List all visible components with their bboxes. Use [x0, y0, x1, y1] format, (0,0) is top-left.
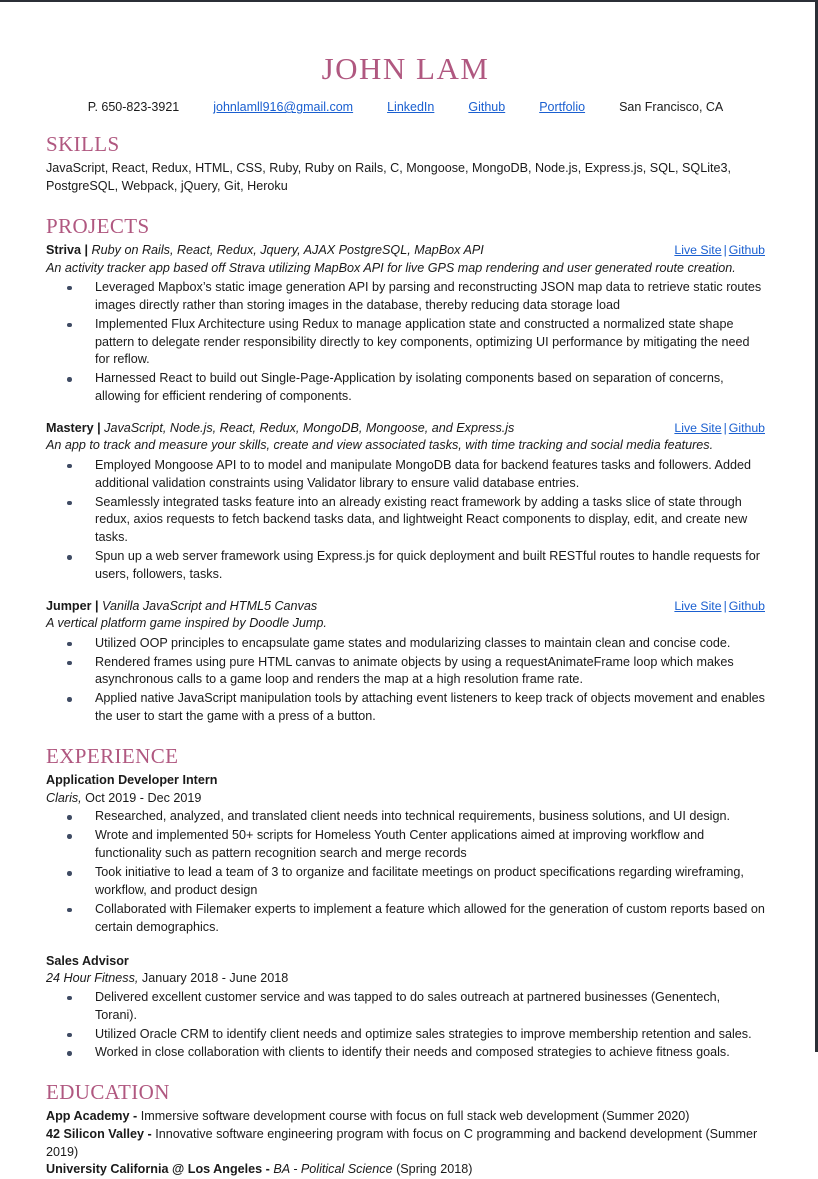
list-item: Harnessed React to build out Single-Page-Application by isolating components based on separation of concerns, allowing for efficient rendering of components. — [46, 370, 765, 406]
page-title: JOHN LAM — [321, 51, 490, 86]
project-pipe: | — [84, 243, 89, 258]
experience-entry — [46, 772, 765, 936]
project-title — [46, 242, 484, 259]
job-meta — [46, 970, 765, 988]
education-entry — [46, 1108, 765, 1126]
experience-entry — [46, 953, 765, 1063]
skills-text: JavaScript, React, Redux, HTML, CSS, Ruby, Ruby on Rails, C, Mongoose, MongoDB, Node.js, Express.js, SQL, SQLite3, PostgreSQL, Webpack, jQuery, Git, Heroku — [46, 161, 732, 194]
education-school: 42 Silicon Valley - — [46, 1127, 152, 1142]
project-title-row — [46, 242, 765, 259]
project-blurb: An activity tracker app based off Strava utilizing MapBox API for live GPS map rendering and user generated route creation. — [46, 260, 736, 275]
section-heading-projects: PROJECTS — [46, 213, 150, 238]
spacer — [46, 407, 765, 418]
live-site-link[interactable]: Live Site — [674, 421, 722, 435]
job-meta — [46, 790, 765, 808]
github-repo-link[interactable]: Github — [728, 598, 765, 613]
list-item: Applied native JavaScript manipulation tools by attaching event listeners to keep track of objects movement and enables the user to start the game with a press of a button. — [46, 690, 765, 726]
list-item: Utilized OOP principles to encapsulate game states and modularizing classes to maintain clean and concise code. — [46, 635, 765, 653]
project-entry — [46, 420, 765, 584]
project-pipe: | — [97, 421, 101, 435]
section-heading-education: EDUCATION — [46, 1080, 170, 1105]
experience-bullet-list — [46, 989, 765, 1063]
link-separator: | — [723, 421, 727, 435]
project-pipe: | — [95, 598, 99, 613]
project-stack: Vanilla JavaScript and HTML5 Canvas — [102, 598, 318, 613]
education-desc: Immersive software development course with focus on full stack web development (Summer 2020) — [137, 1109, 690, 1124]
phone-text: P. 650-823-3921 — [87, 100, 180, 115]
project-title — [46, 598, 317, 615]
education-degree: BA - Political Science — [269, 1162, 393, 1177]
list-item: Employed Mongoose API to to model and manipulate MongoDB data for backend features tasks and followers. Added additional validation constraints using Validator library to ensure valid database entries. — [46, 457, 765, 493]
linkedin-link[interactable]: LinkedIn — [387, 100, 435, 115]
project-bullet-list — [46, 635, 765, 726]
list-item: Leveraged Mapbox’s static image generation API by parsing and reconstructing JSON map data to retrieve static routes images directly rather than storing images in the database, thereby reducing data storage load — [46, 279, 765, 315]
list-item: Spun up a web server framework using Express.js for quick deployment and built RESTful routes to handle requests for users, followers, tasks. — [46, 548, 765, 584]
list-item: Seamlessly integrated tasks feature into an already existing react framework by adding a tasks slice of state through redux, axios requests to fetch backend tasks data, and lightweight React components to display, edit, and create new tasks. — [46, 494, 765, 548]
education-desc: Innovative software engineering program with focus on C programming and backend development (Summer 2019) — [46, 1127, 758, 1159]
job-dates: January 2018 - June 2018 — [138, 971, 289, 986]
list-item: Worked in close collaboration with clients to identify their needs and composed strategies to achieve fitness goals. — [46, 1044, 765, 1062]
link-separator: | — [723, 598, 727, 613]
project-entry — [46, 242, 765, 406]
list-item: Wrote and implemented 50+ scripts for Homeless Youth Center applications aimed at improving workflow and functionality such as pattern recognition search and merge records — [46, 827, 765, 863]
portfolio-link[interactable]: Portfolio — [539, 100, 586, 115]
project-bullet-list — [46, 279, 765, 406]
live-site-link[interactable]: Live Site — [674, 243, 722, 258]
education-entry — [46, 1161, 765, 1179]
education-school: App Academy - — [46, 1109, 138, 1124]
project-links — [662, 421, 765, 435]
project-name: Jumper — [46, 598, 92, 613]
list-item: Delivered excellent customer service and was tapped to do sales outreach at partnered businesses (Genentech, Torani). — [46, 989, 765, 1025]
list-item: Researched, analyzed, and translated client needs into technical requirements, business solutions, and UI design. — [46, 808, 765, 826]
project-name: Mastery — [46, 421, 94, 435]
live-site-link[interactable]: Live Site — [674, 598, 722, 613]
spacer — [46, 938, 765, 949]
list-item: Collaborated with Filemaker experts to implement a feature which allowed for the generation of custom reports based on certain demographics. — [46, 901, 765, 937]
project-entry — [46, 598, 765, 726]
project-bullet-list — [46, 457, 765, 584]
job-company: Claris, — [46, 790, 82, 805]
project-title-row — [46, 598, 765, 615]
list-item: Utilized Oracle CRM to identify client needs and optimize sales strategies to improve membership retention and sales. — [46, 1026, 765, 1044]
spacer — [46, 585, 765, 596]
experience-bullet-list — [46, 808, 765, 936]
project-stack: JavaScript, Node.js, React, Redux, MongoDB, Mongoose, and Express.js — [104, 421, 515, 435]
job-company: 24 Hour Fitness, — [46, 971, 139, 986]
github-repo-link[interactable]: Github — [728, 421, 765, 435]
github-repo-link[interactable]: Github — [728, 243, 765, 258]
github-link[interactable]: Github — [468, 100, 506, 115]
education-entry — [46, 1126, 765, 1161]
project-blurb: An app to track and measure your skills, create and view associated tasks, with time tracking and social media features. — [46, 438, 714, 453]
location-text: San Francisco, CA — [619, 100, 724, 115]
email-link[interactable]: johnlamll916@gmail.com — [213, 100, 354, 115]
job-title: Application Developer Intern — [46, 773, 218, 788]
list-item: Rendered frames using pure HTML canvas to animate objects by using a requestAnimateFrame loop which makes asynchronous calls to a game loop and renders the map at a high resolution frame rate. — [46, 654, 765, 690]
project-name: Striva — [46, 243, 82, 258]
link-separator: | — [723, 243, 727, 258]
project-title-row — [46, 420, 765, 437]
education-term: (Spring 2018) — [392, 1162, 473, 1177]
job-title: Sales Advisor — [46, 953, 129, 968]
project-blurb: A vertical platform game inspired by Doodle Jump. — [46, 616, 327, 631]
job-dates: Oct 2019 - Dec 2019 — [81, 790, 202, 805]
contact-row — [46, 100, 765, 114]
project-links — [662, 599, 765, 613]
list-item: Implemented Flux Architecture using Redux to manage application state and constructed a normalized state shape pattern to delegate render responsibility directly to key components, optimizing UI performance by mitigating the need for reflow. — [46, 316, 765, 370]
education-school: University California @ Los Angeles - — [46, 1162, 270, 1177]
project-stack: Ruby on Rails, React, Redux, Jquery, AJAX PostgreSQL, MapBox API — [91, 243, 484, 258]
project-links — [662, 243, 765, 257]
project-title — [46, 420, 514, 437]
list-item: Took initiative to lead a team of 3 to organize and facilitate meetings on product specifications regarding wireframing, workflow, and product design — [46, 864, 765, 900]
section-heading-skills: SKILLS — [46, 132, 120, 157]
resume-content — [0, 2, 815, 1179]
section-heading-experience: EXPERIENCE — [46, 744, 179, 768]
